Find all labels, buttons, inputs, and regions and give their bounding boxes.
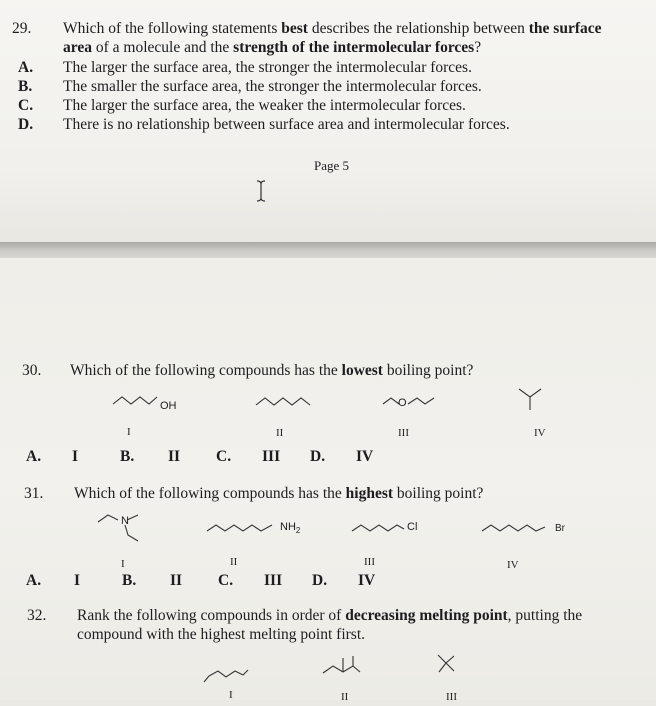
q30-stem: Which of the following compounds has the lowest boiling point? [70,362,474,379]
text-cursor-icon [256,180,266,202]
q30-roman-iv: IV [534,427,546,439]
q32-stem-line2: compound with the highest melting point first. [77,626,366,643]
q31-answer-b-letter: B. [122,572,137,589]
q31-answer-d-value: IV [358,572,376,589]
page-gap [0,242,656,258]
q30-answer-b-letter: B. [120,448,135,465]
q32-structure-i [204,660,264,690]
q29-option-d-letter: D. [18,116,34,133]
q30-answer-c-letter: C. [216,448,232,465]
q30-structure-iii-atom: O [398,397,407,409]
q32-structure-ii [323,650,373,686]
q30-roman-iii: III [398,427,409,439]
q31-roman-iv: IV [507,559,519,571]
q31-structure-i-atom: N [121,515,129,527]
q31-structure-iii-atom: Cl [407,521,418,533]
q30-roman-ii: II [276,427,284,439]
q31-roman-iii: III [364,556,375,568]
q30-answer-d-value: IV [356,448,374,465]
q31-structure-iv-atom: Br [555,523,565,534]
q32-stem-line1: Rank the following compounds in order of decreasing melting point, putting the [77,607,583,624]
q31-answer-c-value: III [264,572,283,589]
q31-structure-i [98,508,168,544]
q32-roman-iii: III [446,691,457,703]
q30-answer-a-letter: A. [26,448,42,465]
q30-structure-i-atom: OH [160,400,177,412]
q31-structure-ii-atom: $NH_2$ [280,521,301,536]
q32-number: 32. [27,607,47,624]
q29-option-b-letter: B. [18,78,33,95]
q29-option-a-letter: A. [18,59,34,76]
q30-structure-ii [256,391,316,411]
q30-number: 30. [22,362,42,379]
q29-option-c-text: The larger the surface area, the weaker the intermolecular forces. [63,97,466,114]
q32-structure-iii [436,652,471,682]
q31-stem: Which of the following compounds has the highest boiling point? [74,485,484,502]
q31-answer-c-letter: C. [218,572,234,589]
q29-option-d-text: There is no relationship between surface area and intermolecular forces. [63,116,510,133]
q32-roman-i: I [229,689,233,701]
q31-number: 31. [24,485,44,502]
q31-structure-iv [482,520,557,540]
q30-structure-iv [517,388,567,418]
q31-answer-b-value: II [170,572,183,589]
page-number: Page 5 [314,158,350,173]
q32-roman-ii: II [341,691,349,703]
q31-answer-a-letter: A. [26,572,42,589]
q31-answer-d-letter: D. [312,572,328,589]
q30-answer-d-letter: D. [310,448,326,465]
q29-stem-line1: Which of the following statements best describes the relationship between the surface [63,20,602,37]
q31-roman-i: I [121,558,125,570]
q29-option-a-text: The larger the surface area, the stronger the intermolecular forces. [63,59,472,76]
q31-answer-a-value: I [74,572,81,589]
q30-roman-i: I [127,426,131,438]
q31-roman-ii: II [230,556,238,568]
q29-option-b-text: The smaller the surface area, the stronger the intermolecular forces. [63,78,482,95]
q31-structure-ii [207,520,282,540]
q30-answer-c-value: III [262,448,281,465]
q29-number: 29. [12,20,32,37]
q30-answer-a-value: I [72,448,79,465]
q30-answer-b-value: II [168,448,181,465]
q30-structure-iii [383,392,453,412]
q29-stem-line2: area of a molecule and the strength of the intermolecular forces? [63,39,482,56]
q29-option-c-letter: C. [18,97,34,114]
